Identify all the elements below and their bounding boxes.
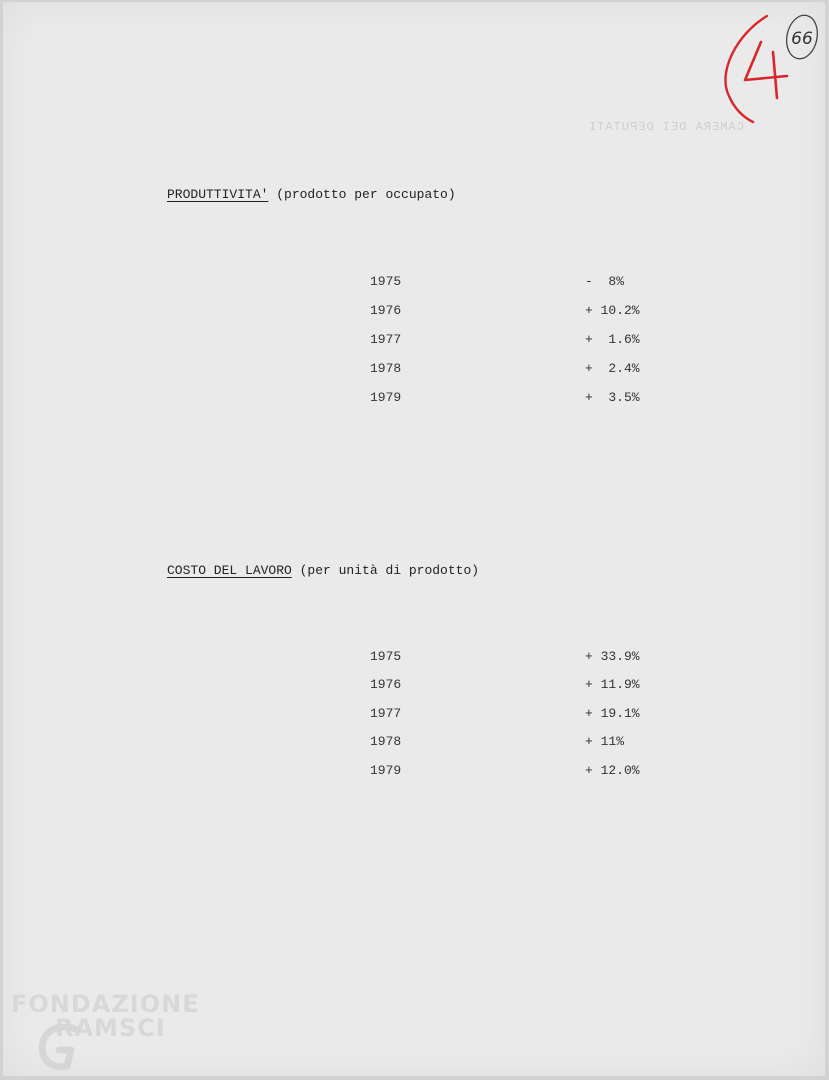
table-row-year: 1975 (370, 649, 402, 664)
table-row-year: 1979 (370, 390, 402, 405)
section-heading-labour-cost (167, 563, 479, 578)
table-row-year: 1979 (370, 763, 402, 778)
section-title: COSTO DEL LAVORO (167, 563, 292, 578)
section-subtitle: (per unità di prodotto) (291, 563, 480, 578)
table-row-year: 1975 (370, 274, 402, 289)
table-row-value: - 8% (585, 274, 625, 289)
table-row-value: + 11% (585, 734, 625, 749)
table-row-year: 1977 (370, 332, 402, 347)
document-page (3, 2, 825, 1076)
section-subtitle: (prodotto per occupato) (268, 187, 456, 202)
table-row-value: + 12.0% (585, 763, 640, 778)
table-row-year: 1976 (370, 677, 402, 692)
table-row-value: + 19.1% (585, 706, 640, 721)
section-title: PRODUTTIVITA' (167, 187, 269, 202)
table-row-value: + 11.9% (585, 677, 640, 692)
table-row-year: 1977 (370, 706, 402, 721)
section-heading-productivity (167, 187, 456, 202)
table-row-value: + 1.6% (585, 332, 640, 347)
bleed-through-stamp: CAMERA DEI DEPUTATI (588, 120, 744, 134)
table-row-value: + 33.9% (585, 649, 640, 664)
handwritten-annotation (715, 6, 825, 126)
table-row-value: + 2.4% (585, 361, 640, 376)
gramsci-logo-g-icon (37, 1024, 87, 1072)
table-row-year: 1978 (370, 734, 402, 749)
table-row-value: + 10.2% (585, 303, 640, 318)
table-row-year: 1978 (370, 361, 402, 376)
table-row-year: 1976 (370, 303, 402, 318)
fondazione-gramsci-watermark: FONDAZIONE RAMSCI (11, 990, 200, 1042)
circled-page-number: 66 (791, 29, 813, 49)
table-row-value: + 3.5% (585, 390, 640, 405)
